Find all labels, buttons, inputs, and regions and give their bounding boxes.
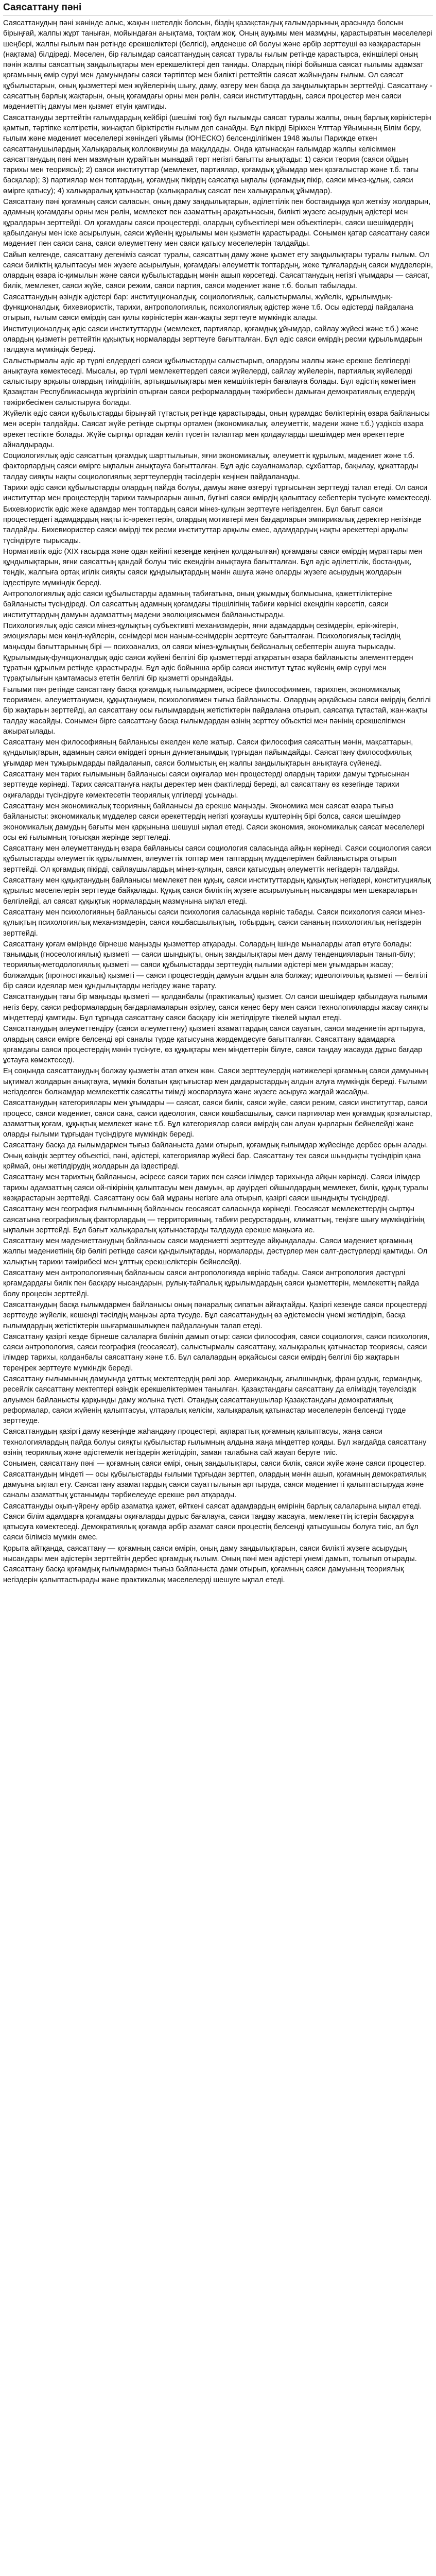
paragraph: Психологиялық әдіс саяси мінез-құлықтың субъективті механизмдерін, яғни адамдардың сезімдерін, ерік-жігерін, эмоциялары мен көңіл-күйлерін, сенімдері мен наным-сенімдерін зерттеуге бағытталған. Психологиялық тәсілдің маңызды бағыттарының бірі — психоанализ, ол саяси мінез-құлықтың бейсаналық себептерін ашуға тырысады. [3,621,400,651]
paragraph: Ғылыми пән ретінде саясаттану басқа қоғамдық ғылымдармен, әсіресе философиямен, тарихпен, экономикалық теориямен, әлеуметтанумен, құқықтанумен, психологиямен тығыз байланысты. Олардың әрқайсысы саяси өмірдің белгілі бір жақтарын зерттейді, ал саясаттану осы ғылымдардың жетістіктерін пайдалана отырып, саясатқа тұтастай, жан-жақты талдау жасайды. Сонымен бірге саясаттану басқа ғылымдардан өзінің зерттеу объектісі мен пәнінің ерекшелігімен ажыратылады. [3,685,431,736]
paragraph: Жүйелік әдіс саяси құбылыстарды бірыңғай тұтастық ретінде қарастырады, оның құрамдас бөліктерінің өзара байланысы мен әсерін талдайды. Саясат жүйе ретінде сыртқы ортамен (экономикалық, әлеуметтік, мәдени және т.б.) үздіксіз өзара әрекеттестікте болады. Жүйе сыртқы ортадан келіп түсетін талаптар мен қолдауларды шешімдер мен әрекеттерге айналдырады. [3,409,430,449]
paragraph: Саясаттану мен философияның байланысы ежелден келе жатыр. Саяси философия саясаттың мәнін, мақсаттарын, құндылықтарын, адамның саяси өмірдегі орнын дүниетанымдық тұрғыдан пайымдайды. Саясаттану философиялық ұғымдар мен тұжырымдарды пайдаланып, саяси болмыстың ең жалпы заңдылықтарын анықтауға сүйенеді. [3,738,413,768]
paragraph: Саясаттану мен география ғылымының байланысы геосаясат саласында көрінеді. Геосаясат мемлекеттердің сыртқы саясатына географиялық факторлардың — территорияның, табиғи ресурстардың, климаттың, теңізге шығу мүмкіндігінің ықпалын зерттейді. Бұл бағыт халықаралық қатынастарды талдауда ерекше маңызға ие. [3,1205,425,1234]
paragraph: Қорыта айтқанда, саясаттану — қоғамның саяси өмірін, оның даму заңдылықтарын, саяси билікті жүзеге асырудың нысандары мен әдістерін зерттейтін дербес қоғамдық ғылым. Оның пәні мен әдістері үнемі дамып, толығып отырады. Саясаттану басқа қоғамдық ғылымдармен тығыз байланыста дами отырып, қоғамның саяси дамуының теориялық негіздерін қалыптастырады және практикалық мәселелерді шешуге ықпал етеді. [3,1544,417,1584]
paragraph: Саясаттанудың категориялары мен ұғымдары — саясат, саяси билік, саяси жүйе, саяси режим, саяси институттар, саяси процесс, саяси мәдениет, саяси сана, саяси идеология, саяси көшбасшылық, саяси партиялар мен қоғамдық қозғалыстар, азаматтық қоғам, құқықтық мемлекет және т.б. Бұл категориялар саяси өмірдің сан алуан қырларын бейнелейді және оларды ғылыми тұрғыдан түсіндіруге мүмкіндік береді. [3,1099,432,1139]
paragraph: Саясаттану мен антропологияның байланысы саяси антропологияда көрініс табады. Саяси антропология дәстүрлі қоғамдардағы билік пен басқару нысандарын, рулық-тайпалық құрылымдардың саяси қызметтерін, мемлекеттің пайда болу процесін зерттейді. [3,1269,420,1298]
paragraph: Саясаттанудың тағы бір маңызды қызметі — қолданбалы (практикалық) қызмет. Ол саяси шешімдер қабылдауға ғылыми негіз беру, саяси реформалардың бағдарламаларын әзірлеу, саяси кеңес беру мен саяси технологияларды жасау сияқты міндеттерді қамтиды. Бұл тұрғыда саясаттану саяси басқару ісін жетілдіруге тікелей ықпал етеді. [3,993,429,1022]
paragraph: Саясаттанудың пәні жөнінде алыс, жақын шетелдік болсын, біздің қазақстандық ғалымдарының арасында болсын бірыңғай, жалпы жұрт таныған, мойындаған анықтама, тоқтам жоқ. Оның ауқымы мен мазмұны, қарастыратын мәселелері шеңбері, жалпы ғылым пән ретінде ерекшеліктері (белгісі), әлденеше ой болуы және әрбір зерттеуші өз көзқарастарын (нақтама) білдіреді. Мәселен, бір ғалымдар саясаттанудың саясат туралы ғылым ретінде қарастырса, екіншілері оның пәнін жалпы саясаттың заңдылықтары мен ерекшеліктері деп таниды. Олардың пікірі бойынша саясат ғылымы адамзат қоғамының өмір сүруі мен дамуындағы саяси тәртіптер мен билікті реттейтін саясат жайындағы ғылым. Ол саясат құбылыстарын, оның қызметтері мен жүйелерінің шығу, даму, өзгеру мен басқа да заңдылықтарын зерттейді. Саясаттану - саясаттың барлық жақтарын, оның қоғамдағы орны мен рөлін, саяси институттардың, саяси процестер мен саяси мәдениеттің дамуы мен қызмет етуін қамтиды. [3,19,432,111]
paragraph: Саясаттану пәні қоғамның саяси саласын, оның даму заңдылықтарын, әділеттілік пен бостандыққа қол жеткізу жолдарын, адамның қоғамдағы орны мен рөлін, мемлекет пен азаматтың арақатынасын, билікті жүзеге асырудың әдістері мен құралдарын зерттейді. Ол қоғамдағы саяси процестерді, олардың субъектілері мен объектілерін, саяси шешімдердің қабылдануы мен іске асырылуын, саяси жүйенің құрылымы мен қызметін қарастырады. Сонымен қатар саясаттану саяси мәдениет пен саяси сана, саяси әлеуметтену мен саяси қатысу мәселелерін талдайды. [3,198,431,248]
paragraph: Саясаттанудың әлеуметтендіру (саяси әлеуметтену) қызметі азаматтардың саяси сауатын, саяси мәдениетін арттыруға, олардың саяси өмірге белсенді әрі саналы түрде қатысуына жәрдемдесуге бағытталған. Саясаттану адамдарға қоғамдағы саяси процестердің мәнін түсінуге, өз құқықтары мен міндеттерін білуге, саяси таңдау жасауда дұрыс бағдар ұстауға көмектеседі. [3,1025,425,1065]
paragraph: Антропологиялық әдіс саяси құбылыстарды адамның табиғатына, оның ұжымдық болмысына, қажеттіліктеріне байланысты түсіндіреді. Ол саясаттың адамның қоғамдағы тіршілігінің табиғи көрінісі екендігін көрсетіп, саяси институттардың дамуын адамзаттың мәдени эволюциясымен байланыстырады. [3,590,392,619]
paragraph: Сайып келгенде, саясаттану дегеніміз саясат туралы, саясаттың даму және қызмет ету заңдылықтары туралы ғылым. Ол саяси биліктің қалыптасуы мен жүзеге асырылуын, қоғамдағы әлеуметтік топтардың, жеке тұлғалардың саяси мүдделерін, олардың өзара іс-қимылын және саяси құбылыстардың мәнін ашып көрсетеді. Саясаттанудың негізгі ұғымдары — саясат, билік, мемлекет, саяси жүйе, саяси режим, саяси партия, саяси мәдениет және т.б. болып табылады. [3,250,433,291]
paragraph: Саясаттанудың өзіндік әдістері бар: институционалдық, социологиялық, салыстырмалы, жүйелік, құрылымдық-функционалдық, бихевиористік, тарихи, антропологиялық, психологиялық әдістер және т.б. Осы әдістерді пайдалана отырып, ғылым саяси өмірдің сан қилы көріністерін жан-жақты зерттеуге мүмкіндік алады. [3,293,413,323]
paragraph: Бихевиористік әдіс жеке адамдар мен топтардың саяси мінез-құлқын зерттеуге негізделген. Бұл бағыт саяси процестердегі адамдардың нақты іс-әрекеттерін, олардың мотивтері мен бағдарларын эмпирикалық деректер негізінде талдайды. Бихевиористер саяси өмірді тек ресми институттар арқылы емес, адамдардың нақты әрекеттері арқылы түсіндіруге тырысады. [3,505,422,545]
page-title: Саясаттану пәні [3,2,82,13]
paragraph: Саясаттанудың қазіргі даму кезеңінде жаһандану процестері, ақпараттық қоғамның қалыптасуы, жаңа саяси технологиялардың пайда болуы сияқты құбылыстар ғылымның алдына жаңа міндеттер қояды. Бұл жағдайда саясаттану өзінің теориялық және әдістемелік негіздерін жетілдіріп, заман талабына сай жауап беруге тиіс. [3,1428,427,1458]
paragraph: Құрылымдық-функционалдық әдіс саяси жүйені белгілі бір қызметтерді атқаратын өзара байланысты элементтерден тұратын құрылым ретінде қарастырады. Бұл әдіс бойынша әрбір саяси институт тұтас жүйенің өмір сүруі мен тұрақтылығын қамтамасыз ететін белгілі бір қызметті орындайды. [3,653,413,683]
paragraph: Саясаттану басқа да ғылымдармен тығыз байланыста дами отырып, қоғамдық ғылымдар жүйесінде дербес орын алады. Оның өзіндік зерттеу объектісі, пәні, әдістері, категориялар жүйесі бар. Саясаттану тек саяси шындықты түсіндіріп қана қоймай, оны жетілдірудің жолдарын да іздестіреді. [3,1141,428,1171]
paragraph: Саясаттану мен тарихтың байланысы, әсіресе саяси тарих пен саяси ілімдер тарихында айқын көрінеді. Саяси ілімдер тарихы адамзаттың саяси ой-пікірінің қалыптасуы мен дамуын, әр дәуірдегі ойшылдардың мемлекет, билік, құқық туралы көзқарастарын зерттейді. Саясаттану осы бай мұраны негізге ала отырып, қазіргі саяси шындықты түсіндіреді. [3,1173,428,1202]
paragraph: Саясаттану мен мәдениеттанудың байланысы саяси мәдениетті зерттеуде айқындалады. Саяси мәдениет қоғамның жалпы мәдениетінің бір бөлігі ретінде саяси құндылықтарды, нормаларды, дәстүрлер мен салт-дәстүрлерді қамтиды. Ол халықтың тарихи тәжірибесі мен ұлттық ерекшеліктерін бейнелейді. [3,1237,428,1266]
paragraph: Саясаттану мен психологияның байланысы саяси психология саласында көрініс табады. Саяси психология саяси мінез-құлықтың психологиялық механизмдерін, саяси көшбасшылықтың, тобырдың, саяси сананың психологиялық негіздерін зерттейді. [3,908,425,938]
paragraph: Саясаттану мен құқықтанудың байланысы мемлекет пен құқық, саяси институттардың құқықтық негіздері, конституциялық құрылыс мәселелерін зерттеуде байқалады. Құқық саяси биліктің жүзеге асырылуының нысандары мен шекараларын белгілейді, ал саясат құқықтық нормалардың мазмұнына ықпал етеді. [3,876,431,906]
title-bar [3,0,433,16]
paragraph: Саясаттануды оқып-үйрену әрбір азаматқа қажет, өйткені саясат адамдардың өмірінің барлық салаларына ықпал етеді. Саяси білім адамдарға қоғамдағы оқиғаларды дұрыс бағалауға, саяси таңдау жасауға, мемлекеттің істерін басқаруға қатысуға көмектеседі. Демократиялық қоғамда әрбір азамат саяси процестің белсенді қатысушысы болуға тиіс, ал бұл саяси білімсіз мүмкін емес. [3,1502,422,1542]
paragraph: Институционалдық әдіс саяси институттарды (мемлекет, партиялар, қоғамдық ұйымдар, сайлау жүйесі және т.б.) және олардың қызметін реттейтін құқықтық нормаларды зерттеуге бағытталған. Бұл әдіс саяси өмірдің ресми құрылымдарын талдауға мүмкіндік береді. [3,325,423,354]
paragraph: Саясаттану ғылымының дамуында ұлттық мектептердің рөлі зор. Американдық, ағылшындық, француздық, германдық, ресейлік саясаттану мектептері өзіндік ерекшеліктерімен танылған. Қазақстандағы саясаттану да еліміздің тәуелсіздік алуымен байланысты қарқынды даму жолына түсті. Отандық саясаттанушылар Қазақстандағы демократиялық реформалар, саяси жүйенің қалыптасуы, ұлтаралық келісім, халықаралық қатынастар мәселелерін белсенді түрде зерттеуде. [3,1375,422,1426]
paragraph: Саясаттануды зерттейтін ғалымдардың кейбірі (шешімі тоқ) бұл ғылымды саясат туралы жалпы, оның барлық көріністерін қамтып, тәртіпке келтіретін, жинақтап біріктіретін ғылым деп санайды. Бұл пікірді Біріккен Ұлттар Ұйымының Білім беру, ғылым және мәдениет мәселелері жөніндегі ұйымы (ЮНЕСКО) белсенділігімен 1948 жылы Парижде өткен саясаттанушылардың Халықаралық коллоквиумы да мақұлдады. Онда қатынасқан ғалымдар жалпы келісіммен саясаттанудың пәні мен мазмұнын құрайтын мынадай төрт негізгі бағытты анықтады: 1) саяси теория (саяси ойдың тарихы мен теориясы); 2) саяси институттар (мемлекет, партиялар, қоғамдық ұйымдар мен қозғалыстар және т.б. тағы басқалар); 3) партиялар мен топтардың, қоғамдық пікірдің саясатқа ықпалы (қоғамдық пікір, саяси мінез-құлық, саяси өмірге қатысу); 4) халықаралық қатынастар (халықаралық саясат пен халықаралық ұйымдар). [3,113,431,195]
paragraph: Саясаттану мен әлеуметтанудың өзара байланысы саяси социология саласында айқын көрінеді. Саяси социология саяси құбылыстарды әлеуметтік құрылыммен, әлеуметтік топтар мен таптардың мүдделерімен байланыстыра отырып зерттейді. Ол қоғамдық пікірді, сайлаушылардың мінез-құлқын, саяси қатысудың әлеуметтік негіздерін талдайды. [3,844,431,874]
paragraph: Тарихи әдіс саяси құбылыстарды олардың пайда болуы, дамуы және өзгеруі тұрғысынан зерттеуді талап етеді. Ол саяси институттар мен процестердің тарихи тамырларын ашып, бүгінгі саяси өмірдің қалыптасу себептерін түсінуге көмектеседі. [3,484,431,503]
article-body [3,18,433,1585]
paragraph: Саясаттанудың басқа ғылымдармен байланысы оның пәнаралық сипатын айғақтайды. Қазіргі кезеңде саяси процестерді зерттеуде жүйелік, кешенді тәсілдің маңызы арта түсуде. Бұл саясаттанудың өз әдістемесін үнемі жетілдіріп, басқа ғылымдардың жетістіктерін шығармашылықпен пайдалануын талап етеді. [3,1300,428,1330]
paragraph: Социологиялық әдіс саясаттың қоғамдық шарттылығын, яғни экономикалық, әлеуметтік құрылым, мәдениет және т.б. факторлардың саяси өмірге ықпалын анықтауға бағытталған. Бұл әдіс сауалнамалар, сұхбаттар, бақылау, құжаттарды талдау сияқты нақты социологиялық зерттеулердің тәсілдерін кеңінен пайдаланады. [3,452,418,481]
paragraph: Салыстырмалы әдіс әр түрлі елдердегі саяси құбылыстарды салыстырып, олардағы жалпы және ерекше белгілерді анықтауға көмектеседі. Мысалы, әр түрлі мемлекеттердегі саяси жүйелерді, сайлау жүйелерін, партиялық жүйелерді салыстыру арқылы олардың тиімділігін, артықшылықтары мен кемшіліктерін бағалауға болады. Бұл әдістің көмегімен Қазақстан Республикасында жүргізіліп отырған саяси реформалардың тәжірибесін дамыған демократиялық елдердің тәжірибесімен салыстыруға болады. [3,357,416,407]
paragraph: Сонымен, саясаттану пәні — қоғамның саяси өмірі, оның заңдылықтары, саяси билік, саяси жүйе және саяси процестер. Саясаттанудың міндеті — осы құбылыстарды ғылыми тұрғыдан зерттеп, олардың мәнін ашып, қоғамның демократиялық дамуына ықпал ету. Саясаттану азаматтардың саяси сауаттылығын арттыруда, саяси мәдениетті қалыптастыруда және саналы азаматтық ұстанымды тәрбиелеуде ерекше рөл атқарады. [3,1460,427,1500]
paragraph: Саясаттану мен тарих ғылымының байланысы саяси оқиғалар мен процестерді олардың тарихи дамуы тұрғысынан зерттеуде көрінеді. Тарих саясаттануға нақты деректер мен фактілерді береді, ал саясаттану өз кезегінде тарихи оқиғаларды түсіндіруге көмектесетін теориялық үлгілерді ұсынады. [3,770,409,800]
paragraph: Саясаттану қазіргі кезде бірнеше салаларға бөлініп дамып отыр: саяси философия, саяси социология, саяси психология, саяси антропология, саяси география (геосаясат), салыстырмалы саясаттану, халықаралық қатынастар теориясы, саяси ілімдер тарихы, қолданбалы саясаттану және т.б. Бұл салалардың әрқайсысы саяси өмірдің белгілі бір жақтарын тереңірек зерттеуге мүмкіндік береді. [3,1332,430,1372]
paragraph: Саясаттану мен экономикалық теорияның байланысы да ерекше маңызды. Экономика мен саясат өзара тығыз байланысты: экономикалық мүдделер саяси әрекеттердің негізгі қозғаушы күштерінің бірі болса, саяси шешімдер экономикалық дамудың бағыты мен қарқынына шешуші ықпал етеді. Саяси экономия, экономикалық саясат мәселелері осы екі ғылымның тоғысқан жерінде зерттеледі. [3,802,425,842]
paragraph: Ең соңында саясаттанудың болжау қызметін атап өткен жөн. Саяси зерттеулердің нәтижелері қоғамның саяси дамуының ықтимал жолдарын анықтауға, мүмкін болатын қақтығыстар мен дағдарыстардың алдын алуға мүмкіндік береді. Ғылыми негізделген болжамдар мемлекеттік саясатты тиімді жоспарлауға және жүзеге асыруға жағдай жасайды. [3,1067,428,1096]
paragraph: Саясаттану қоғам өмірінде бірнеше маңызды қызметтер атқарады. Солардың ішінде мыналарды атап өтуге болады: танымдық (гносеологиялық) қызметі — саяси шындықты, оның заңдылықтары мен даму тенденцияларын танып-білу; теориялық-методологиялық қызметі — саяси құбылыстарды зерттеудің ғылыми әдістері мен ұғымдарын жасау; болжамдық (прогностикалық) қызметі — саяси процестердің дамуын алдын ала болжау; идеологиялық қызметі — белгілі бір саяси идеялар мен құндылықтарды негіздеу және тарату. [3,940,428,991]
paragraph: Нормативтік әдіс (ХІХ ғасырда және одан кейінгі кезеңде кеңінен қолданылған) қоғамдағы саяси өмірдің мұраттары мен құндылықтарын, яғни саясаттың қандай болуы тиіс екендігін анықтауға бағытталған. Бұл әдіс әділеттілік, бостандық, теңдік, жалпыға ортақ игілік сияқты саяси құндылықтардың мәнін ашуға және оларды жүзеге асырудың жолдарын іздестіруге мүмкіндік береді. [3,547,423,587]
